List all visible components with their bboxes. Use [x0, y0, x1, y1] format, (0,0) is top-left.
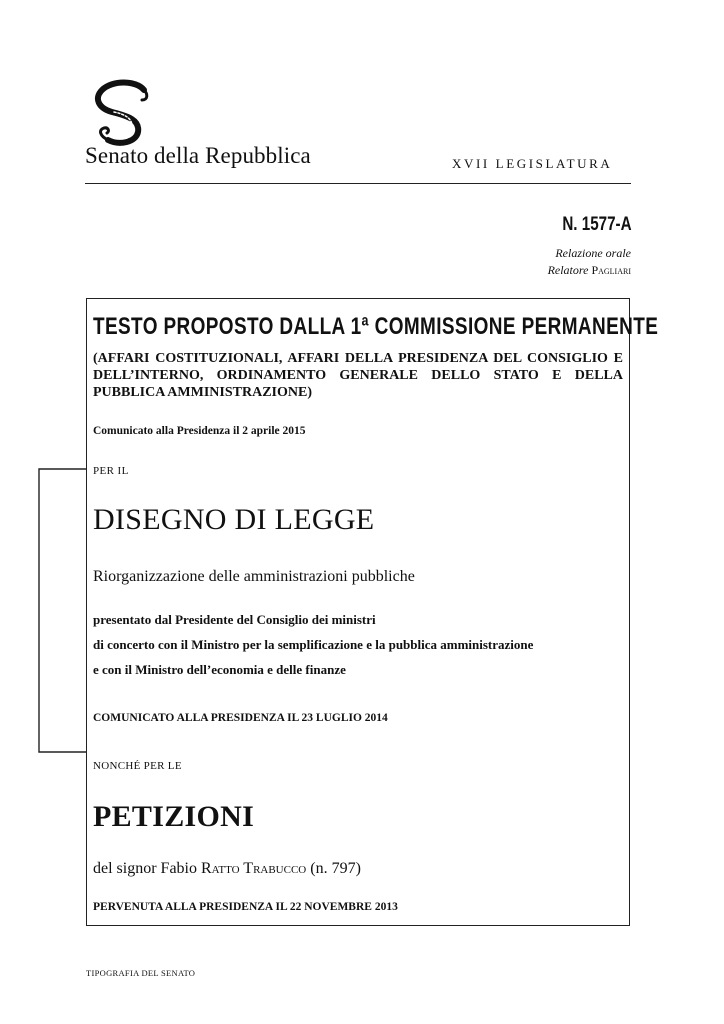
petition-author	[93, 860, 361, 878]
petition-author-surname: Ratto Trabucco	[201, 860, 307, 877]
petition-number: (n. 797)	[310, 860, 361, 877]
commission-subtitle: (AFFARI COSTITUZIONALI, AFFARI DELLA PRESIDENZA DEL CONSIGLIO E DELL’INTERNO, ORDINAMENTO GENERALE DELLO STATO E DELLA PUBBLICA AMMINISTRAZIONE)	[93, 351, 623, 400]
petitions-intro: NONCHÉ PER LE	[93, 760, 182, 772]
presenter-line: di concerto con il Ministro per la semplificazione e la pubblica amministrazione	[93, 637, 534, 652]
bill-communicated-date: COMUNICATO ALLA PRESIDENZA IL 23 LUGLIO 2014	[93, 712, 388, 724]
senate-logo	[86, 78, 160, 148]
printer-credit: TIPOGRAFIA DEL SENATO	[86, 968, 196, 978]
petition-author-prefix: del signor Fabio	[93, 860, 197, 877]
petitions-heading: PETIZIONI	[93, 800, 255, 833]
senate-name: Senato della Repubblica	[85, 143, 311, 168]
commission-title: TESTO PROPOSTO DALLA 1ª COMMISSIONE PERMANENTE	[93, 313, 659, 340]
petition-received-date: PERVENUTA ALLA PRESIDENZA IL 22 NOVEMBRE 2013	[93, 901, 398, 913]
presenter-line: e con il Ministro dell’economia e delle finanze	[93, 662, 346, 677]
rapporteur-name: Pagliari	[591, 263, 631, 277]
document-number: N. 1577-A	[562, 214, 632, 235]
presenter-lines	[93, 607, 533, 682]
bill-heading: DISEGNO DI LEGGE	[93, 503, 375, 536]
presenter-line: presentato dal Presidente del Consiglio dei ministri	[93, 612, 376, 627]
rapporteur	[548, 263, 631, 278]
report-type: Relazione orale	[555, 246, 631, 260]
bracket-connector	[38, 468, 86, 753]
bill-intro: PER IL	[93, 465, 129, 477]
commission-communicated-date: Comunicato alla Presidenza il 2 aprile 2015	[93, 425, 306, 437]
bill-subject: Riorganizzazione delle amministrazioni pubbliche	[93, 568, 415, 585]
rapporteur-label: Relatore	[547, 263, 589, 277]
legislature-label: XVII LEGISLATURA	[452, 156, 613, 171]
header-divider	[85, 183, 631, 184]
